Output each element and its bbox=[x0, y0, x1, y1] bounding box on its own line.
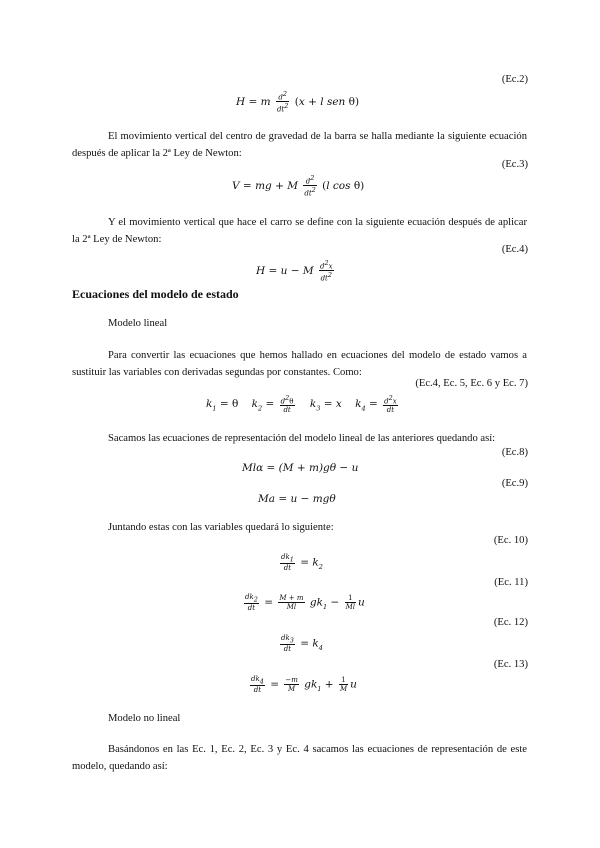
section-heading: Ecuaciones del modelo de estado bbox=[72, 287, 239, 301]
paragraph-6: Basándonos en las Ec. 1, Ec. 2, Ec. 3 y Ec. 4 sacamos las ecuaciones de representación de este modelo, quedando así: bbox=[72, 744, 527, 772]
equation-number-9: (Ec.9) bbox=[501, 478, 528, 489]
equation-12: $\frac{dk_3}{dt}$ = $k_4$ bbox=[281, 634, 323, 654]
equation-number-11: (Ec. 11) bbox=[494, 577, 528, 588]
equation-10: $\frac{dk_1}{dt}$ = $k_2$ bbox=[281, 553, 323, 573]
subheading-linear-model: Modelo lineal bbox=[108, 318, 168, 329]
paragraph-4: Sacamos las ecuaciones de representación del modelo lineal de las anteriores quedando así: bbox=[108, 433, 496, 444]
equation-number-2: (Ec.2) bbox=[501, 74, 528, 85]
equation-number-13: (Ec. 13) bbox=[493, 659, 528, 670]
equation-3: V = mg + M $\frac{d^2}{dt^2}$ (l cos θ) bbox=[232, 174, 365, 198]
equation-4: H = u − M $\frac{d^2x}{dt^2}$ bbox=[256, 259, 333, 283]
equation-2: H = m $\frac{d^2}{dt^2}$ (x + l sen θ) bbox=[236, 90, 360, 114]
equation-9: Ma = u − mgθ bbox=[258, 493, 336, 505]
equation-11: $\frac{dk_2}{dt}$ = $\frac{M + m}{Ml}$ $gk_1$ − $\frac{1}{Ml}$ u bbox=[245, 593, 365, 613]
equation-constants: $k_1 = \theta$ $k_2$ = $\frac{d^2\theta}{dt}$ $k_3 = x$ $k_4$ = $\frac{d^2x}{dt}$ bbox=[206, 394, 397, 415]
paragraph-5: Juntando estas con las variables quedará lo siguiente: bbox=[108, 522, 334, 533]
equation-number-12: (Ec. 12) bbox=[493, 617, 528, 628]
equation-number-10: (Ec. 10) bbox=[493, 535, 528, 546]
subheading-nonlinear-model: Modelo no lineal bbox=[108, 713, 181, 724]
paragraph-3: Para convertir las ecuaciones que hemos hallado en ecuaciones del modelo de estado vamos a sustituir las variables con derivadas segundas por constantes. Como: bbox=[72, 350, 527, 378]
equation-13: $\frac{dk_4}{dt}$ = $\frac{-m}{M}$ $gk_1$ + $\frac{1}{M}$ u bbox=[251, 675, 357, 695]
equation-number-4-7: (Ec.4, Ec. 5, Ec. 6 y Ec. 7) bbox=[415, 378, 528, 389]
paragraph-1: El movimiento vertical del centro de gravedad de la barra se halla mediante la siguiente ecuación después de aplicar la 2ª Ley de Newton: bbox=[72, 131, 527, 159]
equation-number-8: (Ec.8) bbox=[501, 447, 528, 458]
equation-number-3: (Ec.3) bbox=[501, 159, 528, 170]
paragraph-2: Y el movimiento vertical que hace el carro se define con la siguiente ecuación después de aplicar la 2ª Ley de Newton: bbox=[72, 217, 527, 245]
equation-8: Mlα = (M + m)gθ − u bbox=[242, 462, 359, 474]
equation-number-4: (Ec.4) bbox=[501, 244, 528, 255]
